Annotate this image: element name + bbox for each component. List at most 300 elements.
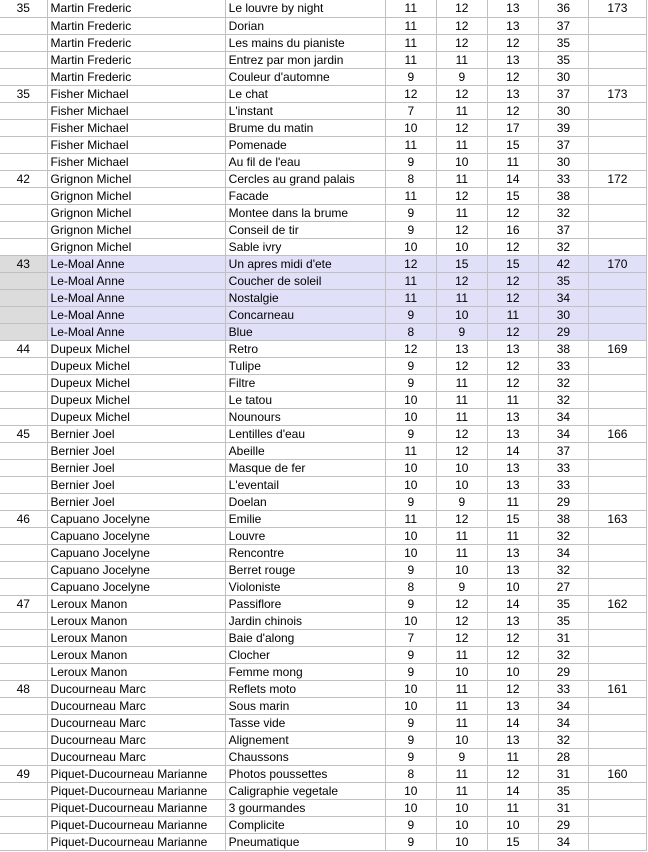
rank-cell[interactable] <box>0 476 47 493</box>
score-b-cell[interactable]: 9 <box>436 323 487 340</box>
score-c-cell[interactable]: 13 <box>487 408 538 425</box>
score-b-cell[interactable]: 13 <box>436 340 487 357</box>
rank-cell[interactable] <box>0 306 47 323</box>
total-cell[interactable] <box>588 714 646 731</box>
title-cell[interactable]: Le louvre by night <box>225 0 385 17</box>
sum-cell[interactable]: 32 <box>538 527 588 544</box>
score-b-cell[interactable]: 10 <box>436 238 487 255</box>
score-c-cell[interactable]: 12 <box>487 272 538 289</box>
score-b-cell[interactable]: 11 <box>436 204 487 221</box>
score-b-cell[interactable]: 10 <box>436 153 487 170</box>
score-b-cell[interactable]: 12 <box>436 187 487 204</box>
score-a-cell[interactable]: 10 <box>385 391 436 408</box>
rank-cell[interactable] <box>0 102 47 119</box>
sum-cell[interactable]: 31 <box>538 799 588 816</box>
score-b-cell[interactable]: 11 <box>436 527 487 544</box>
sum-cell[interactable]: 31 <box>538 629 588 646</box>
score-c-cell[interactable]: 13 <box>487 0 538 17</box>
table-row[interactable] <box>0 493 647 510</box>
total-cell[interactable] <box>588 374 646 391</box>
name-cell[interactable]: Fisher Michael <box>47 85 225 102</box>
name-cell[interactable]: Piquet-Ducourneau Marianne <box>47 765 225 782</box>
score-b-cell[interactable]: 9 <box>436 68 487 85</box>
table-row[interactable] <box>0 289 647 306</box>
table-row[interactable] <box>0 170 647 187</box>
rank-cell[interactable] <box>0 442 47 459</box>
total-cell[interactable] <box>588 153 646 170</box>
score-c-cell[interactable]: 12 <box>487 68 538 85</box>
score-c-cell[interactable]: 12 <box>487 374 538 391</box>
table-row[interactable] <box>0 612 647 629</box>
sum-cell[interactable]: 32 <box>538 731 588 748</box>
score-c-cell[interactable]: 12 <box>487 34 538 51</box>
title-cell[interactable]: Femme mong <box>225 663 385 680</box>
title-cell[interactable]: Cercles au grand palais <box>225 170 385 187</box>
name-cell[interactable]: Martin Frederic <box>47 51 225 68</box>
sum-cell[interactable]: 35 <box>538 34 588 51</box>
sum-cell[interactable]: 33 <box>538 170 588 187</box>
name-cell[interactable]: Piquet-Ducourneau Marianne <box>47 833 225 850</box>
total-cell[interactable] <box>588 561 646 578</box>
name-cell[interactable]: Ducourneau Marc <box>47 714 225 731</box>
sum-cell[interactable]: 29 <box>538 323 588 340</box>
title-cell[interactable]: Brume du matin <box>225 119 385 136</box>
title-cell[interactable]: Masque de fer <box>225 459 385 476</box>
table-row[interactable] <box>0 663 647 680</box>
score-c-cell[interactable]: 11 <box>487 527 538 544</box>
score-c-cell[interactable]: 12 <box>487 289 538 306</box>
total-cell[interactable] <box>588 68 646 85</box>
title-cell[interactable]: Couleur d'automne <box>225 68 385 85</box>
score-b-cell[interactable]: 10 <box>436 799 487 816</box>
score-c-cell[interactable]: 12 <box>487 204 538 221</box>
table-row[interactable] <box>0 136 647 153</box>
title-cell[interactable]: Photos poussettes <box>225 765 385 782</box>
score-a-cell[interactable]: 9 <box>385 357 436 374</box>
score-a-cell[interactable]: 9 <box>385 595 436 612</box>
name-cell[interactable]: Capuano Jocelyne <box>47 510 225 527</box>
table-row[interactable] <box>0 442 647 459</box>
score-b-cell[interactable]: 12 <box>436 442 487 459</box>
sum-cell[interactable]: 30 <box>538 306 588 323</box>
score-b-cell[interactable]: 11 <box>436 170 487 187</box>
score-a-cell[interactable]: 9 <box>385 68 436 85</box>
sum-cell[interactable]: 32 <box>538 204 588 221</box>
name-cell[interactable]: Martin Frederic <box>47 0 225 17</box>
score-a-cell[interactable]: 9 <box>385 425 436 442</box>
score-a-cell[interactable]: 9 <box>385 748 436 765</box>
name-cell[interactable]: Dupeux Michel <box>47 374 225 391</box>
score-c-cell[interactable]: 13 <box>487 85 538 102</box>
rank-cell[interactable] <box>0 833 47 850</box>
name-cell[interactable]: Grignon Michel <box>47 187 225 204</box>
score-a-cell[interactable]: 9 <box>385 306 436 323</box>
name-cell[interactable]: Piquet-Ducourneau Marianne <box>47 782 225 799</box>
table-row[interactable] <box>0 646 647 663</box>
name-cell[interactable]: Grignon Michel <box>47 170 225 187</box>
name-cell[interactable]: Bernier Joel <box>47 425 225 442</box>
name-cell[interactable]: Ducourneau Marc <box>47 731 225 748</box>
title-cell[interactable]: Coucher de soleil <box>225 272 385 289</box>
title-cell[interactable]: Complicite <box>225 816 385 833</box>
total-cell[interactable] <box>588 136 646 153</box>
table-row[interactable] <box>0 748 647 765</box>
score-a-cell[interactable]: 10 <box>385 408 436 425</box>
name-cell[interactable]: Capuano Jocelyne <box>47 527 225 544</box>
name-cell[interactable]: Grignon Michel <box>47 204 225 221</box>
score-c-cell[interactable]: 13 <box>487 425 538 442</box>
name-cell[interactable]: Ducourneau Marc <box>47 680 225 697</box>
sum-cell[interactable]: 35 <box>538 612 588 629</box>
score-a-cell[interactable]: 8 <box>385 578 436 595</box>
score-b-cell[interactable]: 11 <box>436 51 487 68</box>
table-row[interactable] <box>0 561 647 578</box>
score-a-cell[interactable]: 10 <box>385 612 436 629</box>
score-a-cell[interactable]: 10 <box>385 119 436 136</box>
score-c-cell[interactable]: 11 <box>487 306 538 323</box>
rank-cell[interactable] <box>0 816 47 833</box>
score-a-cell[interactable]: 10 <box>385 527 436 544</box>
name-cell[interactable]: Leroux Manon <box>47 595 225 612</box>
score-b-cell[interactable]: 12 <box>436 629 487 646</box>
title-cell[interactable]: Conseil de tir <box>225 221 385 238</box>
score-a-cell[interactable]: 10 <box>385 697 436 714</box>
name-cell[interactable]: Capuano Jocelyne <box>47 544 225 561</box>
rank-cell[interactable] <box>0 391 47 408</box>
table-row[interactable] <box>0 119 647 136</box>
table-row[interactable] <box>0 85 647 102</box>
total-cell[interactable]: 169 <box>588 340 646 357</box>
total-cell[interactable]: 161 <box>588 680 646 697</box>
rank-cell[interactable]: 42 <box>0 170 47 187</box>
total-cell[interactable] <box>588 306 646 323</box>
total-cell[interactable] <box>588 527 646 544</box>
score-a-cell[interactable]: 11 <box>385 51 436 68</box>
rank-cell[interactable] <box>0 119 47 136</box>
sum-cell[interactable]: 38 <box>538 340 588 357</box>
table-row[interactable] <box>0 51 647 68</box>
score-a-cell[interactable]: 12 <box>385 255 436 272</box>
rank-cell[interactable] <box>0 153 47 170</box>
table-row[interactable] <box>0 697 647 714</box>
score-c-cell[interactable]: 14 <box>487 170 538 187</box>
score-a-cell[interactable]: 9 <box>385 646 436 663</box>
total-cell[interactable] <box>588 816 646 833</box>
total-cell[interactable]: 170 <box>588 255 646 272</box>
score-c-cell[interactable]: 13 <box>487 561 538 578</box>
name-cell[interactable]: Fisher Michael <box>47 119 225 136</box>
score-c-cell[interactable]: 13 <box>487 697 538 714</box>
rank-cell[interactable] <box>0 289 47 306</box>
table-row[interactable] <box>0 510 647 527</box>
total-cell[interactable]: 160 <box>588 765 646 782</box>
table-row[interactable] <box>0 459 647 476</box>
total-cell[interactable]: 172 <box>588 170 646 187</box>
total-cell[interactable] <box>588 493 646 510</box>
name-cell[interactable]: Le-Moal Anne <box>47 323 225 340</box>
name-cell[interactable]: Piquet-Ducourneau Marianne <box>47 799 225 816</box>
title-cell[interactable]: Lentilles d'eau <box>225 425 385 442</box>
score-a-cell[interactable]: 12 <box>385 85 436 102</box>
sum-cell[interactable]: 31 <box>538 765 588 782</box>
score-a-cell[interactable]: 10 <box>385 544 436 561</box>
table-row[interactable] <box>0 833 647 850</box>
table-row[interactable] <box>0 153 647 170</box>
sum-cell[interactable]: 29 <box>538 493 588 510</box>
rank-cell[interactable] <box>0 714 47 731</box>
rank-cell[interactable] <box>0 34 47 51</box>
score-a-cell[interactable]: 10 <box>385 238 436 255</box>
total-cell[interactable] <box>588 476 646 493</box>
title-cell[interactable]: Reflets moto <box>225 680 385 697</box>
score-c-cell[interactable]: 16 <box>487 221 538 238</box>
title-cell[interactable]: Sable ivry <box>225 238 385 255</box>
rank-cell[interactable] <box>0 238 47 255</box>
score-a-cell[interactable]: 11 <box>385 34 436 51</box>
sum-cell[interactable]: 37 <box>538 442 588 459</box>
score-c-cell[interactable]: 15 <box>487 833 538 850</box>
title-cell[interactable]: Baie d'along <box>225 629 385 646</box>
total-cell[interactable] <box>588 187 646 204</box>
rank-cell[interactable] <box>0 561 47 578</box>
sum-cell[interactable]: 34 <box>538 425 588 442</box>
score-c-cell[interactable]: 15 <box>487 255 538 272</box>
rank-cell[interactable] <box>0 323 47 340</box>
score-b-cell[interactable]: 10 <box>436 816 487 833</box>
score-a-cell[interactable]: 9 <box>385 204 436 221</box>
table-row[interactable] <box>0 204 647 221</box>
title-cell[interactable]: Pneumatique <box>225 833 385 850</box>
total-cell[interactable] <box>588 204 646 221</box>
name-cell[interactable]: Bernier Joel <box>47 476 225 493</box>
name-cell[interactable]: Bernier Joel <box>47 493 225 510</box>
sum-cell[interactable]: 34 <box>538 697 588 714</box>
rank-cell[interactable] <box>0 799 47 816</box>
sum-cell[interactable]: 32 <box>538 374 588 391</box>
name-cell[interactable]: Ducourneau Marc <box>47 697 225 714</box>
score-a-cell[interactable]: 11 <box>385 17 436 34</box>
rank-cell[interactable]: 49 <box>0 765 47 782</box>
score-c-cell[interactable]: 11 <box>487 153 538 170</box>
total-cell[interactable]: 173 <box>588 0 646 17</box>
rank-cell[interactable] <box>0 408 47 425</box>
title-cell[interactable]: 3 gourmandes <box>225 799 385 816</box>
sum-cell[interactable]: 37 <box>538 136 588 153</box>
score-a-cell[interactable]: 9 <box>385 374 436 391</box>
score-c-cell[interactable]: 12 <box>487 629 538 646</box>
title-cell[interactable]: Facade <box>225 187 385 204</box>
total-cell[interactable] <box>588 34 646 51</box>
score-a-cell[interactable]: 11 <box>385 136 436 153</box>
name-cell[interactable]: Capuano Jocelyne <box>47 561 225 578</box>
total-cell[interactable] <box>588 578 646 595</box>
sum-cell[interactable]: 33 <box>538 680 588 697</box>
score-c-cell[interactable]: 12 <box>487 102 538 119</box>
rank-cell[interactable] <box>0 374 47 391</box>
sum-cell[interactable]: 28 <box>538 748 588 765</box>
score-c-cell[interactable]: 15 <box>487 136 538 153</box>
table-row[interactable] <box>0 595 647 612</box>
total-cell[interactable] <box>588 612 646 629</box>
total-cell[interactable] <box>588 221 646 238</box>
sum-cell[interactable]: 36 <box>538 0 588 17</box>
name-cell[interactable]: Piquet-Ducourneau Marianne <box>47 816 225 833</box>
total-cell[interactable] <box>588 629 646 646</box>
total-cell[interactable] <box>588 238 646 255</box>
score-a-cell[interactable]: 11 <box>385 442 436 459</box>
score-a-cell[interactable]: 11 <box>385 510 436 527</box>
total-cell[interactable] <box>588 663 646 680</box>
total-cell[interactable] <box>588 102 646 119</box>
name-cell[interactable]: Bernier Joel <box>47 459 225 476</box>
table-row[interactable] <box>0 357 647 374</box>
table-row[interactable] <box>0 765 647 782</box>
total-cell[interactable] <box>588 17 646 34</box>
score-b-cell[interactable]: 12 <box>436 612 487 629</box>
score-b-cell[interactable]: 11 <box>436 136 487 153</box>
sum-cell[interactable]: 33 <box>538 459 588 476</box>
title-cell[interactable]: Clocher <box>225 646 385 663</box>
rank-cell[interactable] <box>0 187 47 204</box>
sum-cell[interactable]: 35 <box>538 595 588 612</box>
table-row[interactable] <box>0 34 647 51</box>
sum-cell[interactable]: 32 <box>538 238 588 255</box>
total-cell[interactable] <box>588 782 646 799</box>
title-cell[interactable]: Berret rouge <box>225 561 385 578</box>
score-b-cell[interactable]: 10 <box>436 731 487 748</box>
rank-cell[interactable] <box>0 663 47 680</box>
sum-cell[interactable]: 34 <box>538 544 588 561</box>
title-cell[interactable]: Les mains du pianiste <box>225 34 385 51</box>
rank-cell[interactable]: 46 <box>0 510 47 527</box>
sum-cell[interactable]: 37 <box>538 221 588 238</box>
title-cell[interactable]: Tulipe <box>225 357 385 374</box>
score-c-cell[interactable]: 12 <box>487 323 538 340</box>
title-cell[interactable]: Au fil de l'eau <box>225 153 385 170</box>
name-cell[interactable]: Le-Moal Anne <box>47 255 225 272</box>
name-cell[interactable]: Capuano Jocelyne <box>47 578 225 595</box>
name-cell[interactable]: Le-Moal Anne <box>47 289 225 306</box>
score-c-cell[interactable]: 13 <box>487 51 538 68</box>
sum-cell[interactable]: 34 <box>538 714 588 731</box>
score-c-cell[interactable]: 17 <box>487 119 538 136</box>
title-cell[interactable]: Un apres midi d'ete <box>225 255 385 272</box>
score-b-cell[interactable]: 12 <box>436 595 487 612</box>
title-cell[interactable]: Louvre <box>225 527 385 544</box>
rank-cell[interactable]: 35 <box>0 0 47 17</box>
table-row[interactable] <box>0 714 647 731</box>
total-cell[interactable] <box>588 748 646 765</box>
table-row[interactable] <box>0 102 647 119</box>
name-cell[interactable]: Leroux Manon <box>47 629 225 646</box>
total-cell[interactable] <box>588 391 646 408</box>
total-cell[interactable] <box>588 51 646 68</box>
total-cell[interactable]: 166 <box>588 425 646 442</box>
score-a-cell[interactable]: 9 <box>385 493 436 510</box>
score-c-cell[interactable]: 15 <box>487 187 538 204</box>
name-cell[interactable]: Dupeux Michel <box>47 391 225 408</box>
score-b-cell[interactable]: 15 <box>436 255 487 272</box>
score-b-cell[interactable]: 11 <box>436 544 487 561</box>
sum-cell[interactable]: 42 <box>538 255 588 272</box>
table-row[interactable] <box>0 476 647 493</box>
score-c-cell[interactable]: 15 <box>487 510 538 527</box>
title-cell[interactable]: Doelan <box>225 493 385 510</box>
score-b-cell[interactable]: 11 <box>436 680 487 697</box>
score-c-cell[interactable]: 11 <box>487 391 538 408</box>
sum-cell[interactable]: 30 <box>538 102 588 119</box>
name-cell[interactable]: Le-Moal Anne <box>47 272 225 289</box>
total-cell[interactable]: 163 <box>588 510 646 527</box>
score-a-cell[interactable]: 11 <box>385 0 436 17</box>
title-cell[interactable]: Entrez par mon jardin <box>225 51 385 68</box>
score-b-cell[interactable]: 11 <box>436 408 487 425</box>
name-cell[interactable]: Leroux Manon <box>47 663 225 680</box>
total-cell[interactable] <box>588 799 646 816</box>
name-cell[interactable]: Martin Frederic <box>47 34 225 51</box>
score-a-cell[interactable]: 8 <box>385 170 436 187</box>
score-c-cell[interactable]: 12 <box>487 646 538 663</box>
score-a-cell[interactable]: 9 <box>385 663 436 680</box>
name-cell[interactable]: Martin Frederic <box>47 17 225 34</box>
total-cell[interactable] <box>588 459 646 476</box>
table-row[interactable] <box>0 221 647 238</box>
score-a-cell[interactable]: 9 <box>385 153 436 170</box>
total-cell[interactable] <box>588 833 646 850</box>
score-b-cell[interactable]: 11 <box>436 646 487 663</box>
score-a-cell[interactable]: 9 <box>385 714 436 731</box>
table-row[interactable] <box>0 0 647 17</box>
sum-cell[interactable]: 39 <box>538 119 588 136</box>
table-row[interactable] <box>0 323 647 340</box>
score-c-cell[interactable]: 13 <box>487 340 538 357</box>
rank-cell[interactable] <box>0 782 47 799</box>
table-row[interactable] <box>0 731 647 748</box>
title-cell[interactable]: Le tatou <box>225 391 385 408</box>
total-cell[interactable] <box>588 646 646 663</box>
title-cell[interactable]: Tasse vide <box>225 714 385 731</box>
score-b-cell[interactable]: 11 <box>436 697 487 714</box>
score-a-cell[interactable]: 8 <box>385 323 436 340</box>
sum-cell[interactable]: 27 <box>538 578 588 595</box>
total-cell[interactable] <box>588 731 646 748</box>
rank-cell[interactable] <box>0 204 47 221</box>
table-row[interactable] <box>0 544 647 561</box>
rank-cell[interactable] <box>0 272 47 289</box>
score-a-cell[interactable]: 10 <box>385 476 436 493</box>
rank-cell[interactable] <box>0 527 47 544</box>
sum-cell[interactable]: 38 <box>538 187 588 204</box>
title-cell[interactable]: Emilie <box>225 510 385 527</box>
score-a-cell[interactable]: 7 <box>385 102 436 119</box>
score-a-cell[interactable]: 7 <box>385 629 436 646</box>
score-c-cell[interactable]: 10 <box>487 578 538 595</box>
name-cell[interactable]: Grignon Michel <box>47 238 225 255</box>
sum-cell[interactable]: 30 <box>538 68 588 85</box>
score-c-cell[interactable]: 13 <box>487 612 538 629</box>
score-a-cell[interactable]: 9 <box>385 731 436 748</box>
name-cell[interactable]: Fisher Michael <box>47 136 225 153</box>
name-cell[interactable]: Dupeux Michel <box>47 340 225 357</box>
rank-cell[interactable]: 45 <box>0 425 47 442</box>
title-cell[interactable]: Violoniste <box>225 578 385 595</box>
title-cell[interactable]: Jardin chinois <box>225 612 385 629</box>
sum-cell[interactable]: 33 <box>538 357 588 374</box>
score-a-cell[interactable]: 11 <box>385 272 436 289</box>
score-b-cell[interactable]: 10 <box>436 459 487 476</box>
score-a-cell[interactable]: 9 <box>385 561 436 578</box>
rank-cell[interactable] <box>0 357 47 374</box>
